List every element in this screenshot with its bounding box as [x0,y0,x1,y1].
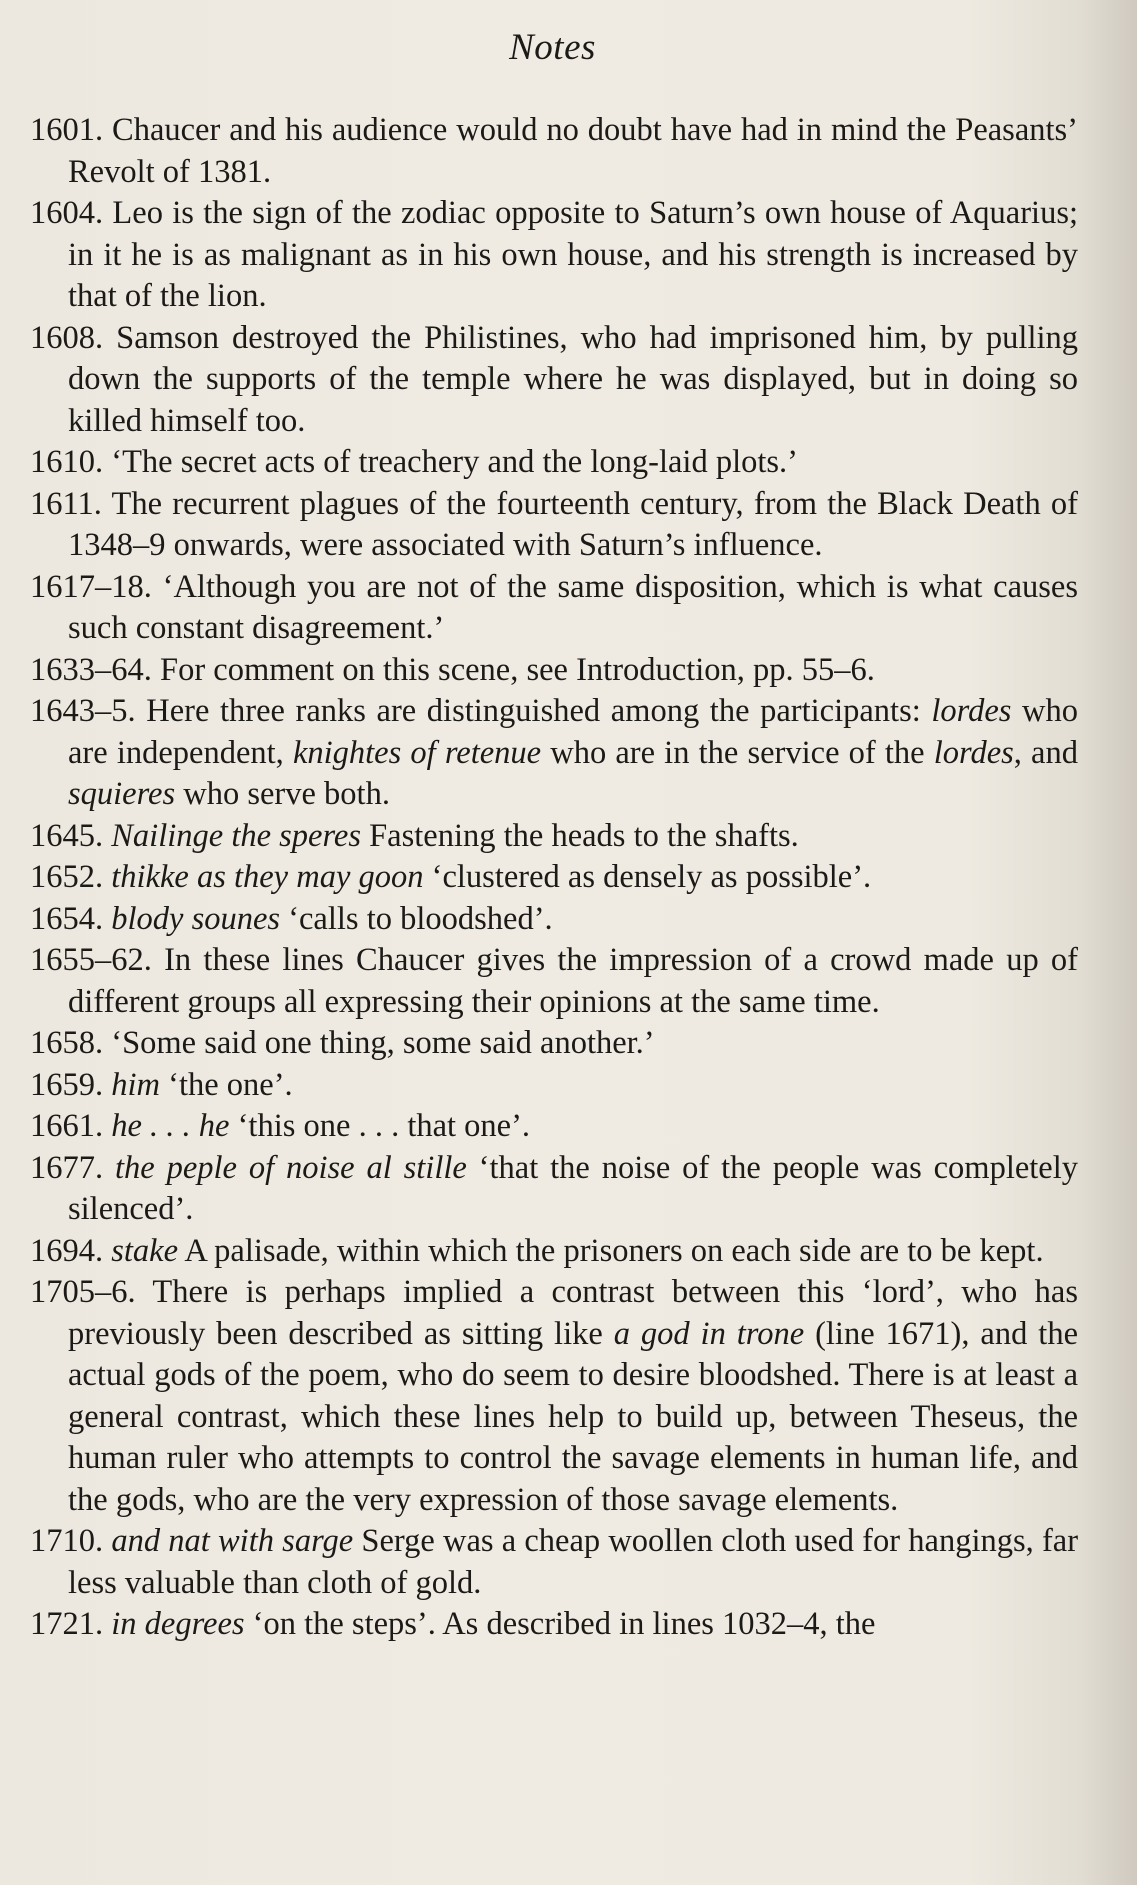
note-lemma-italic: squieres [68,776,176,812]
note-line-number: 1655–62. [30,942,152,978]
note-lemma-italic: stake [111,1232,179,1269]
note-line-number: 1601. [30,112,104,148]
note-entry [30,650,1078,692]
note-line-number: 1643–5. [30,693,136,729]
note-text: ‘that the noise of the people was completely silenced’. [68,1149,1079,1227]
note-text: who are in the service of the [541,734,934,771]
note-text: ‘Some said one thing, some said another.’ [111,1025,655,1061]
note-text: ‘The secret acts of treachery and the long-laid plots.’ [111,444,798,480]
note-text: The recurrent plagues of the fourteenth century, from the Black Death of 1348–9 onwards, were associated with Saturn’s influence. [68,485,1078,563]
note-line-number: 1677. [30,1149,104,1186]
note-entry [30,442,1078,484]
note-lemma-italic: and nat with sarge [111,1523,354,1559]
note-entry [30,816,1078,858]
note-lemma-italic: knightes of retenue [292,734,542,771]
page-title: Notes [509,27,596,68]
note-entry [30,484,1078,567]
note-lemma-italic: the peple of noise al stille [115,1149,467,1186]
note-line-number: 1710. [30,1523,104,1559]
note-lemma-italic: him [111,1066,160,1103]
note-text: who are independent, [68,693,1078,771]
note-entry [30,1065,1078,1107]
note-line-number: 1659. [30,1066,104,1103]
note-text: Here three ranks are distinguished among the participants: [146,693,932,729]
note-lemma-italic: blody sounes [111,900,281,937]
note-text: Chaucer and his audience would no doubt have had in mind the Peasants’ Revolt of 1381. [68,112,1079,190]
note-line-number: 1654. [30,900,104,937]
note-line-number: 1617–18. [30,568,152,605]
note-text: For comment on this scene, see Introduction, pp. 55–6. [160,651,875,688]
note-entry [30,567,1078,650]
note-entry [30,318,1078,443]
note-text: Fastening the heads to the shafts. [360,817,799,854]
note-text: Leo is the sign of the zodiac opposite to Saturn’s own house of Aquarius; in it he is as malignant as in his own house, and his strength is increased by that of the lion. [68,195,1079,314]
note-text: Serge was a cheap woollen cloth used for hangings, far less valuable than cloth of gold. [68,1523,1079,1601]
note-entry [30,899,1078,941]
note-text: ‘calls to bloodshed’. [280,900,553,937]
note-line-number: 1721. [30,1606,104,1642]
note-entry [30,857,1078,899]
note-text: ‘on the steps’. As described in lines 1032–4, the [244,1606,876,1642]
note-line-number: 1645. [30,817,104,854]
note-entry [30,1231,1078,1273]
note-text: (line 1671), and the actual gods of the poem, who do seem to desire bloodshed. There is at least a general contrast, which these lines help to build up, between Theseus, the human ruler who attempts to control the savage elements in human life, and the gods, who are the very expression of those savage elements. [68,1315,1078,1518]
note-entry [30,1106,1078,1148]
note-lemma-italic: Nailinge the speres [111,817,361,854]
note-entry [30,1272,1078,1521]
note-entry [30,691,1078,816]
note-text: who serve both. [175,776,390,812]
note-text: Samson destroyed the Philistines, who had imprisoned him, by pulling down the supports of the temple where he was displayed, but in doing so killed himself too. [68,319,1079,439]
notes-list [30,110,1078,1646]
note-entry [30,1148,1078,1231]
note-entry [30,1023,1078,1065]
note-lemma-italic: thikke as they may goon [111,859,424,895]
note-text: ‘the one’. [160,1066,293,1103]
note-text: ‘this one . . . that one’. [229,1108,531,1144]
note-text: In these lines Chaucer gives the impression of a crowd made up of different groups all expressing their opinions at the same time. [68,942,1078,1020]
note-line-number: 1633–64. [30,651,152,688]
note-lemma-italic: in degrees [111,1606,245,1642]
note-line-number: 1610. [30,444,104,480]
note-entry [30,193,1078,318]
note-line-number: 1658. [30,1025,104,1061]
note-lemma-italic: he . . . he [111,1108,230,1144]
note-entry [30,1604,1078,1646]
note-text: ‘clustered as densely as possible’. [423,859,872,895]
note-lemma-italic: lordes [933,734,1014,771]
note-line-number: 1604. [30,195,104,231]
note-entry [30,1521,1078,1604]
note-entry [30,940,1078,1023]
note-text: , and [1013,734,1078,771]
note-line-number: 1611. [30,485,102,522]
note-entry [30,110,1078,193]
note-line-number: 1705–6. [30,1274,136,1310]
note-lemma-italic: a god in trone [613,1315,805,1352]
note-text: There is perhaps implied a contrast between this ‘lord’, who has previously been described as sitting like [68,1274,1078,1352]
note-line-number: 1661. [30,1108,104,1144]
note-lemma-italic: lordes [931,693,1012,729]
note-line-number: 1694. [30,1232,104,1269]
note-text: A palisade, within which the prisoners on each side are to be kept. [178,1232,1044,1269]
note-line-number: 1652. [30,859,104,895]
note-text: ‘Although you are not of the same disposition, which is what causes such constant disagreement.’ [68,568,1079,646]
note-line-number: 1608. [30,319,104,356]
